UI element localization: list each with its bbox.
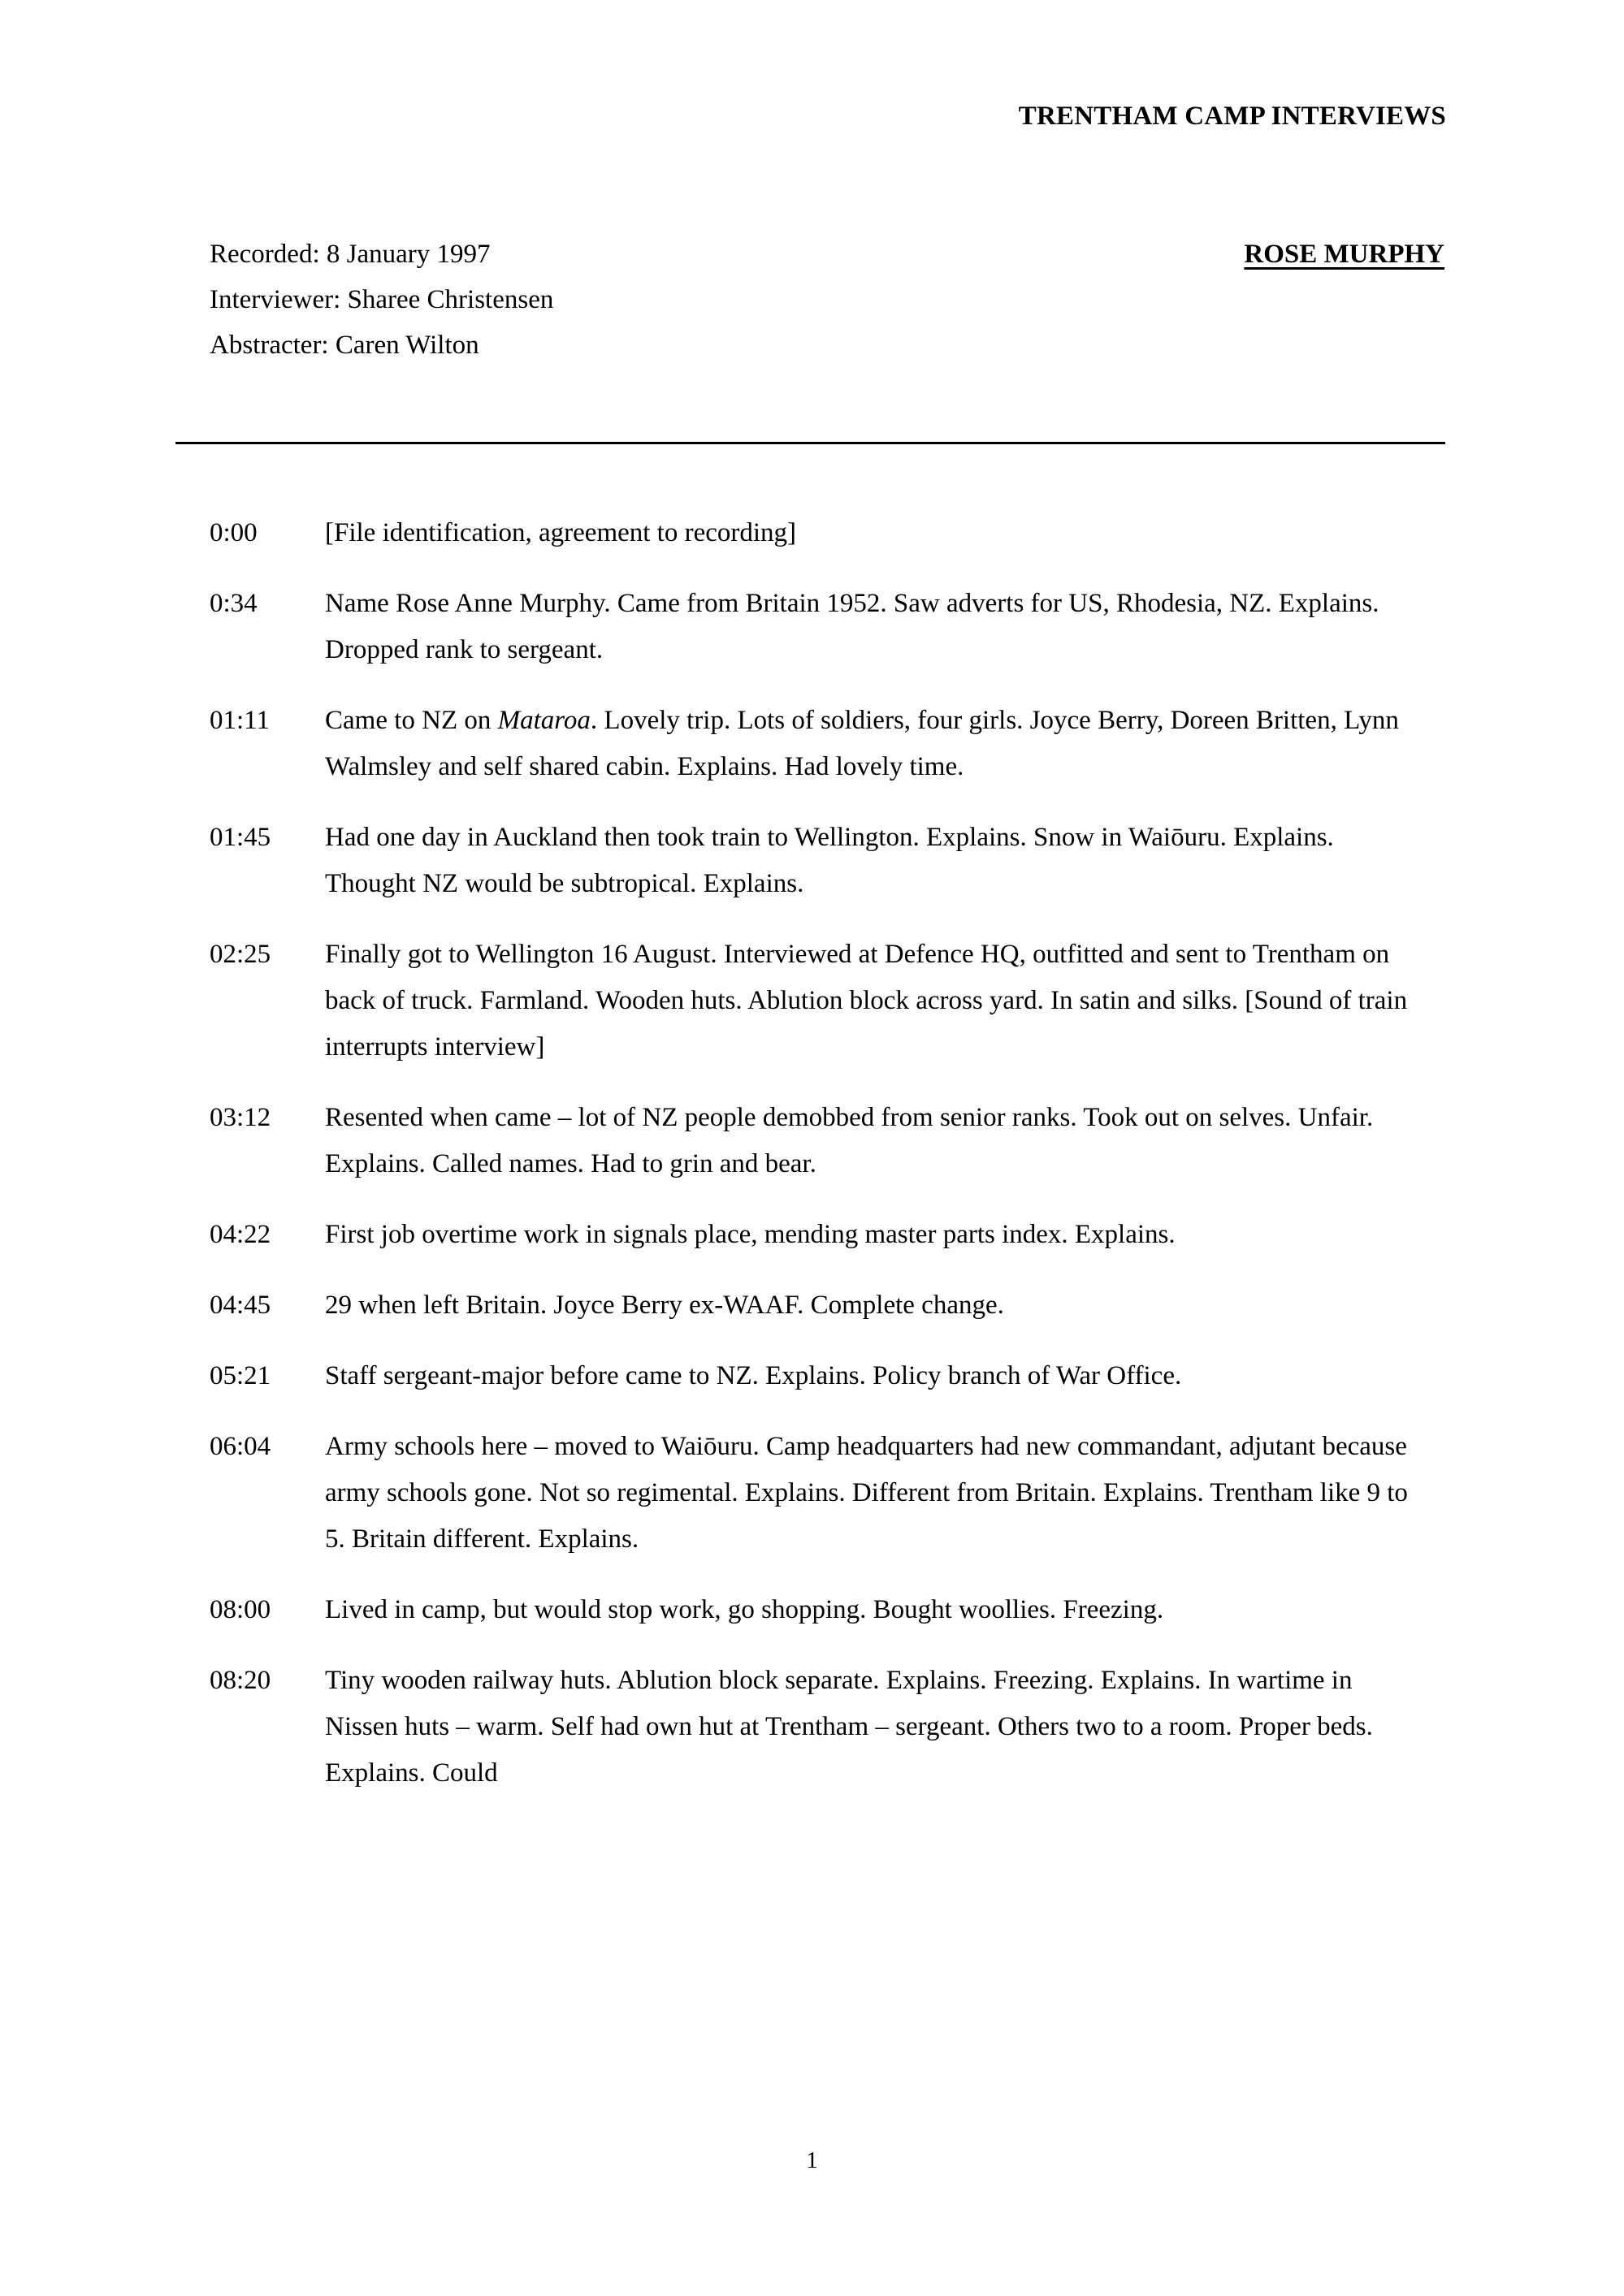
- transcript-text-segment: . Lovely trip. Lots of soldiers, four girls. Joyce Berry, Doreen Britten, Lynn Walmsley and self shared cabin. Explains. Had lovely time.: [325, 706, 1399, 781]
- transcript-entry-timecode: 04:22: [210, 1220, 271, 1249]
- transcript-entry: [175, 815, 1448, 907]
- transcript-entry-timecode: 03:12: [210, 1103, 271, 1132]
- transcript-entry-text: Army schools here – moved to Waiōuru. Camp headquarters had new commandant, adjutant because army schools gone. Not so regimental. Explains. Different from Britain. Explains. Trentham like 9 to 5. Britain different. Explains.: [325, 1432, 1408, 1554]
- transcript-entry: [175, 1282, 1448, 1329]
- transcript-entry-text: Lived in camp, but would stop work, go shopping. Bought woollies. Freezing.: [325, 1595, 1164, 1624]
- interviewee-name: [175, 231, 1444, 277]
- transcript-entry-text: Staff sergeant-major before came to NZ. Explains. Policy branch of War Office.: [325, 1361, 1182, 1390]
- abstracter-name: Abstracter: Caren Wilton: [210, 331, 479, 360]
- transcript-entry-timecode: 01:45: [210, 823, 271, 852]
- transcript-entry-text: Name Rose Anne Murphy. Came from Britain 1952. Saw adverts for US, Rhodesia, NZ. Explains. Dropped rank to sergeant.: [325, 589, 1379, 664]
- interviewee-name-text: ROSE MURPHY: [1244, 240, 1444, 269]
- header-divider-rule: [175, 442, 1445, 444]
- transcript-entry-timecode: 02:25: [210, 940, 271, 969]
- running-header-title: TRENTHAM CAMP INTERVIEWS: [1018, 102, 1446, 131]
- transcript-text-italic-ship-name: Mataroa: [497, 706, 591, 735]
- transcript-entry: [175, 581, 1448, 673]
- transcript-entry: [175, 932, 1448, 1070]
- transcript-entry: [175, 1587, 1448, 1633]
- transcript-entry: [175, 1658, 1448, 1797]
- transcript-entry-timecode: 04:45: [210, 1291, 271, 1320]
- transcript-entry-timecode: 08:20: [210, 1666, 271, 1695]
- recorded-date: Recorded: 8 January 1997: [210, 240, 491, 269]
- transcript-entry-text: [325, 698, 1414, 790]
- transcript-entry-timecode: 0:00: [210, 518, 258, 547]
- page-number: 1: [806, 2147, 818, 2173]
- transcript-entry-list: [175, 510, 1448, 1821]
- transcript-entry: [175, 698, 1448, 790]
- transcript-entry: [175, 1424, 1448, 1563]
- transcript-entry-text: 29 when left Britain. Joyce Berry ex-WAAF. Complete change.: [325, 1291, 1004, 1320]
- interviewer-name: Interviewer: Sharee Christensen: [210, 285, 554, 314]
- transcript-entry-timecode: 01:11: [210, 706, 270, 735]
- transcript-entry: [175, 1095, 1448, 1187]
- transcript-entry-timecode: 08:00: [210, 1595, 271, 1624]
- transcript-entry-timecode: 06:04: [210, 1432, 271, 1461]
- transcript-entry: [175, 510, 1448, 556]
- transcript-entry: [175, 1353, 1448, 1399]
- transcript-entry: [175, 1212, 1448, 1258]
- transcript-entry-timecode: 05:21: [210, 1361, 271, 1390]
- transcript-entry-text: Tiny wooden railway huts. Ablution block separate. Explains. Freezing. Explains. In wartime in Nissen huts – warm. Self had own hut at Trentham – sergeant. Others two to a room. Proper beds. Explains. Could: [325, 1666, 1373, 1788]
- transcript-entry-timecode: 0:34: [210, 589, 258, 618]
- transcript-entry-text: Had one day in Auckland then took train to Wellington. Explains. Snow in Waiōuru. Explains. Thought NZ would be subtropical. Explains.: [325, 823, 1334, 898]
- transcript-entry-text: Finally got to Wellington 16 August. Interviewed at Defence HQ, outfitted and sent to Trentham on back of truck. Farmland. Wooden huts. Ablution block across yard. In satin and silks. [Sound of train interrupts interview]: [325, 940, 1408, 1062]
- transcript-text-segment: Came to NZ on: [325, 706, 498, 735]
- transcript-entry-text: First job overtime work in signals place, mending master parts index. Explains.: [325, 1220, 1176, 1249]
- transcript-entry-text: Resented when came – lot of NZ people demobbed from senior ranks. Took out on selves. Unfair. Explains. Called names. Had to grin and bear.: [325, 1103, 1374, 1178]
- transcript-entry-text: [File identification, agreement to recording]: [325, 518, 797, 547]
